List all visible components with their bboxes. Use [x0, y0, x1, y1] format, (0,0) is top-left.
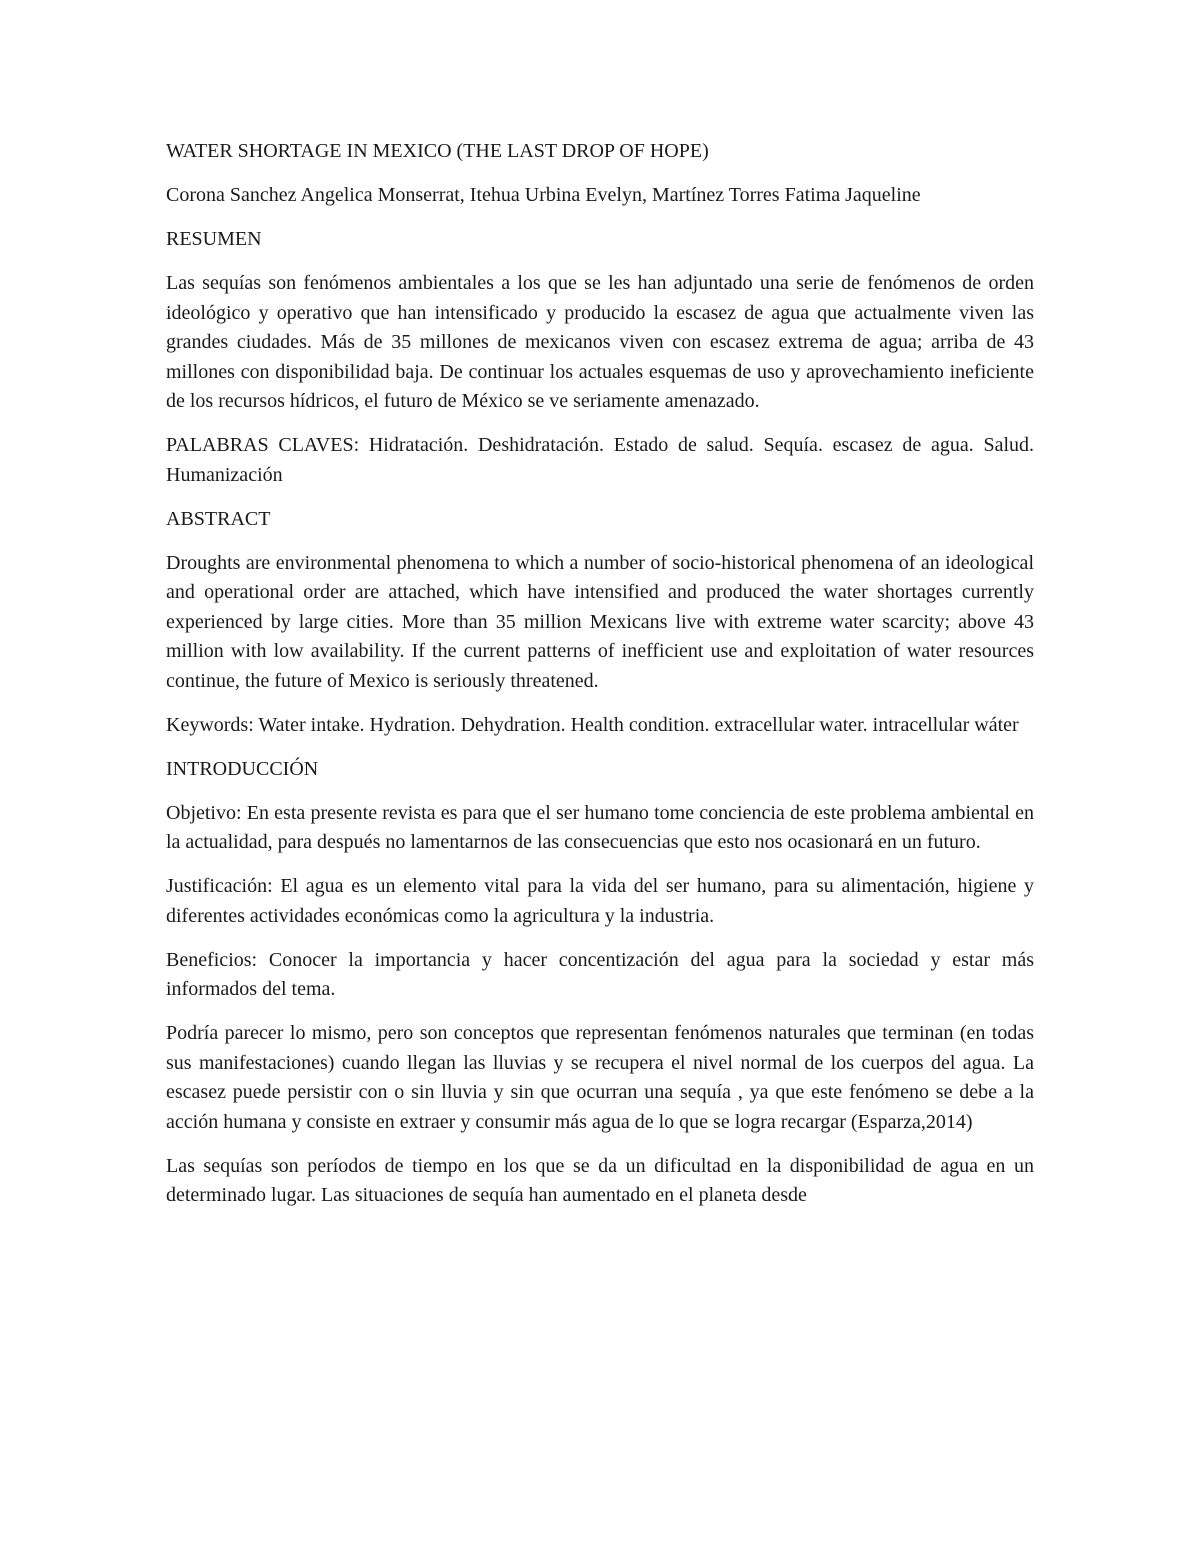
document-page: [166, 137, 1034, 1225]
body-paragraph-1: Podría parecer lo mismo, pero son conceptos que representan fenómenos naturales que terminan (en todas sus manifestaciones) cuando llegan las lluvias y se recupera el nivel normal de los cuerpos del agua. La escasez puede persistir con o sin lluvia y sin que ocurran una sequía , ya que este fenómeno se debe a la acción humana y consiste en extraer y consumir más agua de lo que se logra recargar (Esparza,2014): [166, 1022, 1034, 1133]
document-authors: Corona Sanchez Angelica Monserrat, Itehua Urbina Evelyn, Martínez Torres Fatima Jaqueline: [166, 184, 921, 206]
intro-heading: INTRODUCCIÓN: [166, 757, 319, 780]
keywords: Keywords: Water intake. Hydration. Dehydration. Health condition. extracellular water. intracellular wáter: [166, 713, 1019, 736]
abstract-heading: ABSTRACT: [166, 507, 271, 530]
abstract-text: Droughts are environmental phenomena to which a number of socio-historical phenomena of an ideological and operational order are attached, which have intensified and produced the water shortages currently experienced by large cities. More than 35 million Mexicans live with extreme water scarcity; above 43 million with low availability. If the current patterns of inefficient use and exploitation of water resources continue, the future of Mexico is seriously threatened.: [166, 551, 1034, 692]
palabras-claves: PALABRAS CLAVES: Hidratación. Deshidratación. Estado de salud. Sequía. escasez de agua. Salud. Humanización: [166, 434, 1034, 486]
justificacion-paragraph: Justificación: El agua es un elemento vital para la vida del ser humano, para su alimentación, higiene y diferentes actividades económicas como la agricultura y la industria.: [166, 875, 1034, 927]
document-title: WATER SHORTAGE IN MEXICO (THE LAST DROP OF HOPE): [166, 140, 709, 162]
body-paragraph-2: Las sequías son períodos de tiempo en los que se da un dificultad en la disponibilidad de agua en un determinado lugar. Las situaciones de sequía han aumentado en el planeta desde: [166, 1154, 1034, 1206]
resumen-text: Las sequías son fenómenos ambientales a los que se les han adjuntado una serie de fenómenos de orden ideológico y operativo que han intensificado y producido la escasez de agua que actualmente viven las grandes ciudades. Más de 35 millones de mexicanos viven con escasez extrema de agua; arriba de 43 millones con disponibilidad baja. De continuar los actuales esquemas de uso y aprovechamiento ineficiente de los recursos hídricos, el futuro de México se ve seriamente amenazado.: [166, 272, 1034, 412]
resumen-heading: RESUMEN: [166, 228, 262, 250]
objetivo-paragraph: Objetivo: En esta presente revista es para que el ser humano tome conciencia de este problema ambiental en la actualidad, para después no lamentarnos de las consecuencias que esto nos ocasionará en un futuro.: [166, 801, 1034, 853]
beneficios-paragraph: Beneficios: Conocer la importancia y hacer concentización del agua para la sociedad y estar más informados del tema.: [166, 948, 1034, 1000]
